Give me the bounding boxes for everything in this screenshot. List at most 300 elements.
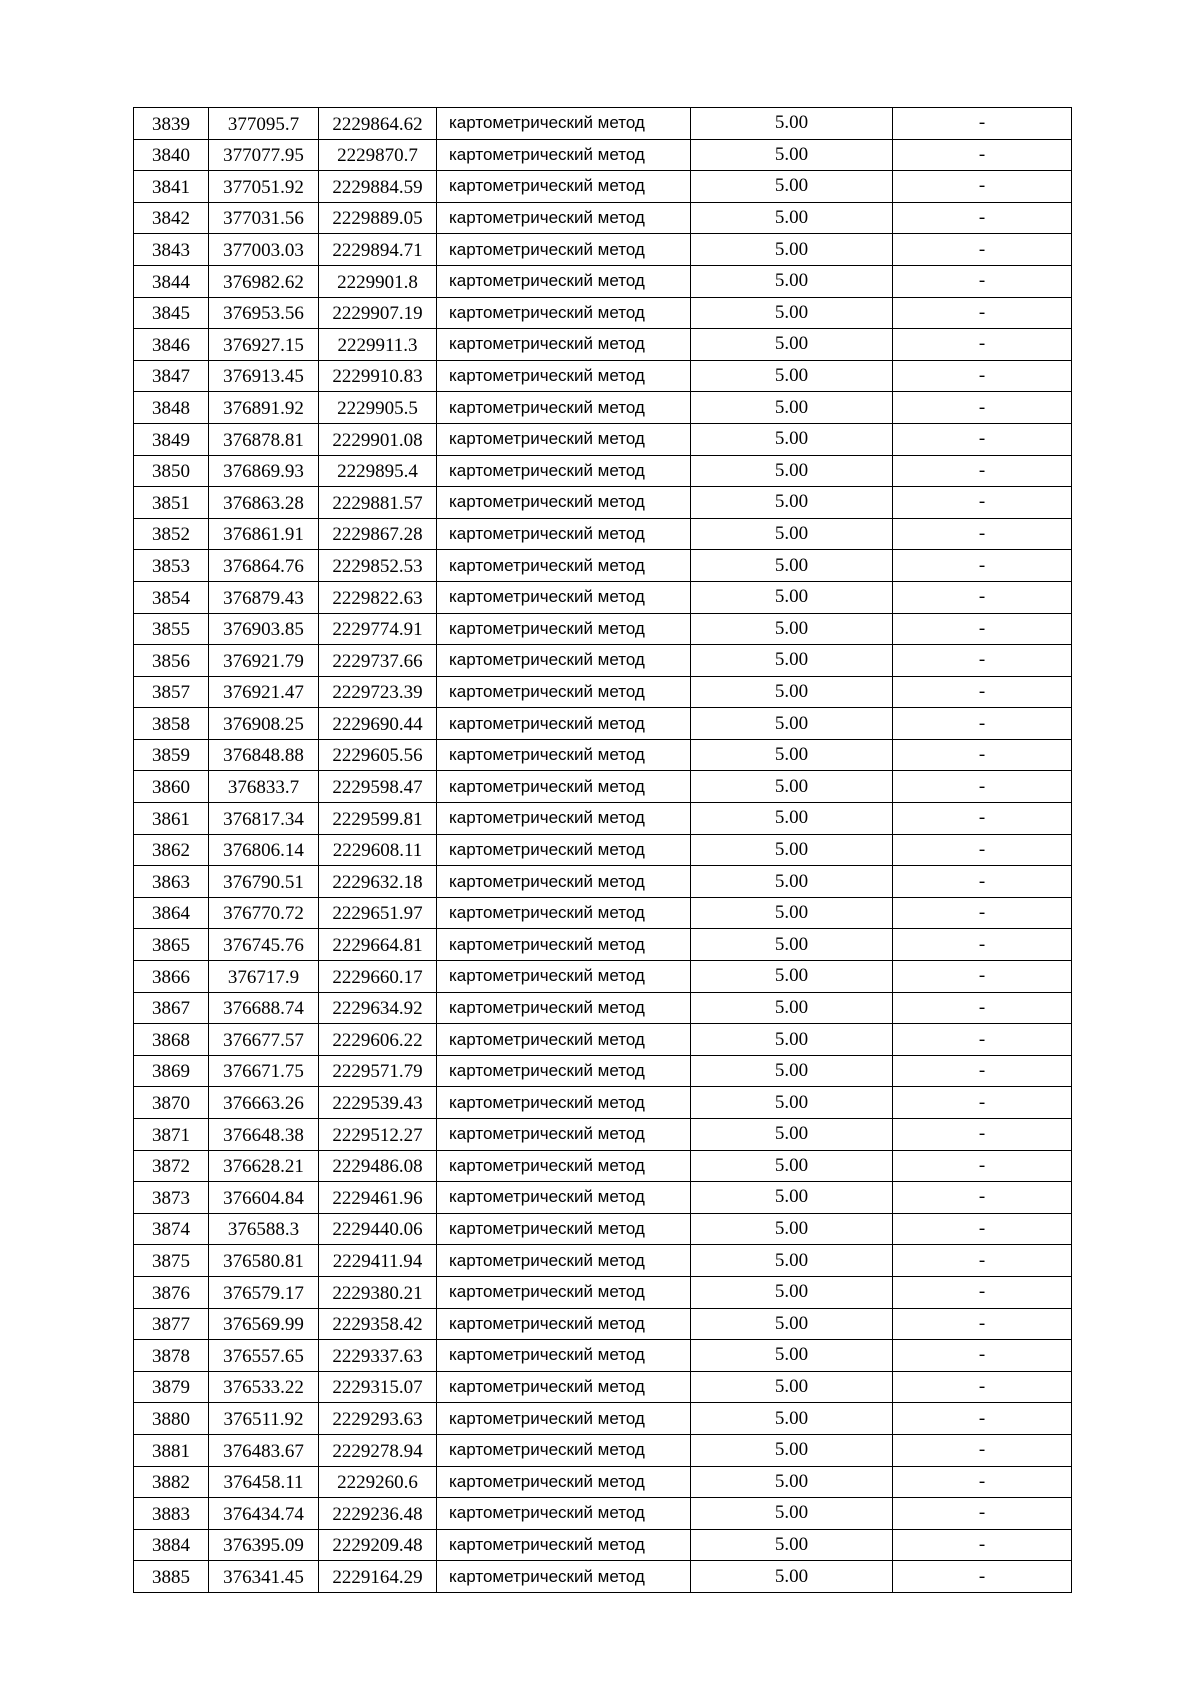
precision-cell: 5.00 xyxy=(691,739,893,771)
method-cell: картометрический метод xyxy=(437,455,691,487)
x-coordinate-cell: 376511.92 xyxy=(209,1403,319,1435)
table-row xyxy=(134,518,1072,550)
precision-cell: 5.00 xyxy=(691,1371,893,1403)
method-cell: картометрический метод xyxy=(437,897,691,929)
method-cell: картометрический метод xyxy=(437,1119,691,1151)
table-row xyxy=(134,1213,1072,1245)
table-row xyxy=(134,771,1072,803)
point-number-cell: 3883 xyxy=(134,1498,209,1530)
precision-cell: 5.00 xyxy=(691,897,893,929)
y-coordinate-cell: 2229907.19 xyxy=(319,297,437,329)
x-coordinate-cell: 376341.45 xyxy=(209,1561,319,1593)
x-coordinate-cell: 376903.85 xyxy=(209,613,319,645)
precision-cell: 5.00 xyxy=(691,1276,893,1308)
table-row xyxy=(134,1308,1072,1340)
x-coordinate-cell: 376717.9 xyxy=(209,961,319,993)
description-cell: - xyxy=(893,360,1072,392)
x-coordinate-cell: 376648.38 xyxy=(209,1119,319,1151)
x-coordinate-cell: 376770.72 xyxy=(209,897,319,929)
y-coordinate-cell: 2229901.8 xyxy=(319,265,437,297)
x-coordinate-cell: 376483.67 xyxy=(209,1434,319,1466)
table-row xyxy=(134,897,1072,929)
point-number-cell: 3848 xyxy=(134,392,209,424)
table-row xyxy=(134,139,1072,171)
point-number-cell: 3876 xyxy=(134,1276,209,1308)
point-number-cell: 3885 xyxy=(134,1561,209,1593)
y-coordinate-cell: 2229598.47 xyxy=(319,771,437,803)
point-number-cell: 3839 xyxy=(134,108,209,140)
y-coordinate-cell: 2229337.63 xyxy=(319,1340,437,1372)
x-coordinate-cell: 376982.62 xyxy=(209,265,319,297)
table-row xyxy=(134,329,1072,361)
y-coordinate-cell: 2229651.97 xyxy=(319,897,437,929)
point-number-cell: 3845 xyxy=(134,297,209,329)
method-cell: картометрический метод xyxy=(437,171,691,203)
x-coordinate-cell: 376806.14 xyxy=(209,834,319,866)
method-cell: картометрический метод xyxy=(437,1276,691,1308)
precision-cell: 5.00 xyxy=(691,1434,893,1466)
method-cell: картометрический метод xyxy=(437,1055,691,1087)
point-number-cell: 3858 xyxy=(134,708,209,740)
method-cell: картометрический метод xyxy=(437,866,691,898)
y-coordinate-cell: 2229852.53 xyxy=(319,550,437,582)
description-cell: - xyxy=(893,108,1072,140)
y-coordinate-cell: 2229260.6 xyxy=(319,1466,437,1498)
description-cell: - xyxy=(893,139,1072,171)
method-cell: картометрический метод xyxy=(437,487,691,519)
y-coordinate-cell: 2229895.4 xyxy=(319,455,437,487)
y-coordinate-cell: 2229539.43 xyxy=(319,1087,437,1119)
description-cell: - xyxy=(893,202,1072,234)
precision-cell: 5.00 xyxy=(691,1466,893,1498)
x-coordinate-cell: 376588.3 xyxy=(209,1213,319,1245)
y-coordinate-cell: 2229774.91 xyxy=(319,613,437,645)
method-cell: картометрический метод xyxy=(437,613,691,645)
table-row xyxy=(134,297,1072,329)
x-coordinate-cell: 376908.25 xyxy=(209,708,319,740)
precision-cell: 5.00 xyxy=(691,961,893,993)
point-number-cell: 3849 xyxy=(134,423,209,455)
description-cell: - xyxy=(893,581,1072,613)
x-coordinate-cell: 376863.28 xyxy=(209,487,319,519)
precision-cell: 5.00 xyxy=(691,1340,893,1372)
precision-cell: 5.00 xyxy=(691,645,893,677)
table-row xyxy=(134,866,1072,898)
y-coordinate-cell: 2229634.92 xyxy=(319,992,437,1024)
x-coordinate-cell: 376864.76 xyxy=(209,550,319,582)
precision-cell: 5.00 xyxy=(691,1403,893,1435)
y-coordinate-cell: 2229884.59 xyxy=(319,171,437,203)
description-cell: - xyxy=(893,1403,1072,1435)
point-number-cell: 3866 xyxy=(134,961,209,993)
method-cell: картометрический метод xyxy=(437,834,691,866)
table-row xyxy=(134,108,1072,140)
point-number-cell: 3851 xyxy=(134,487,209,519)
table-row xyxy=(134,550,1072,582)
point-number-cell: 3877 xyxy=(134,1308,209,1340)
description-cell: - xyxy=(893,929,1072,961)
table-row xyxy=(134,1498,1072,1530)
method-cell: картометрический метод xyxy=(437,581,691,613)
table-row xyxy=(134,961,1072,993)
table-row xyxy=(134,1055,1072,1087)
table-row xyxy=(134,645,1072,677)
description-cell: - xyxy=(893,739,1072,771)
point-number-cell: 3854 xyxy=(134,581,209,613)
precision-cell: 5.00 xyxy=(691,929,893,961)
description-cell: - xyxy=(893,423,1072,455)
method-cell: картометрический метод xyxy=(437,329,691,361)
precision-cell: 5.00 xyxy=(691,1024,893,1056)
table-row xyxy=(134,676,1072,708)
precision-cell: 5.00 xyxy=(691,676,893,708)
x-coordinate-cell: 376533.22 xyxy=(209,1371,319,1403)
point-number-cell: 3864 xyxy=(134,897,209,929)
method-cell: картометрический метод xyxy=(437,929,691,961)
coordinates-table-body xyxy=(134,108,1072,1593)
method-cell: картометрический метод xyxy=(437,392,691,424)
description-cell: - xyxy=(893,487,1072,519)
y-coordinate-cell: 2229278.94 xyxy=(319,1434,437,1466)
precision-cell: 5.00 xyxy=(691,360,893,392)
precision-cell: 5.00 xyxy=(691,455,893,487)
method-cell: картометрический метод xyxy=(437,1150,691,1182)
y-coordinate-cell: 2229236.48 xyxy=(319,1498,437,1530)
method-cell: картометрический метод xyxy=(437,1498,691,1530)
description-cell: - xyxy=(893,518,1072,550)
description-cell: - xyxy=(893,1150,1072,1182)
table-row xyxy=(134,1150,1072,1182)
table-row xyxy=(134,392,1072,424)
method-cell: картометрический метод xyxy=(437,360,691,392)
point-number-cell: 3861 xyxy=(134,803,209,835)
x-coordinate-cell: 376833.7 xyxy=(209,771,319,803)
description-cell: - xyxy=(893,1182,1072,1214)
description-cell: - xyxy=(893,897,1072,929)
point-number-cell: 3874 xyxy=(134,1213,209,1245)
table-row xyxy=(134,834,1072,866)
y-coordinate-cell: 2229870.7 xyxy=(319,139,437,171)
precision-cell: 5.00 xyxy=(691,1529,893,1561)
y-coordinate-cell: 2229608.11 xyxy=(319,834,437,866)
method-cell: картометрический метод xyxy=(437,1340,691,1372)
x-coordinate-cell: 376604.84 xyxy=(209,1182,319,1214)
table-row xyxy=(134,455,1072,487)
y-coordinate-cell: 2229605.56 xyxy=(319,739,437,771)
precision-cell: 5.00 xyxy=(691,423,893,455)
y-coordinate-cell: 2229411.94 xyxy=(319,1245,437,1277)
method-cell: картометрический метод xyxy=(437,108,691,140)
x-coordinate-cell: 376663.26 xyxy=(209,1087,319,1119)
x-coordinate-cell: 376458.11 xyxy=(209,1466,319,1498)
method-cell: картометрический метод xyxy=(437,961,691,993)
method-cell: картометрический метод xyxy=(437,202,691,234)
description-cell: - xyxy=(893,961,1072,993)
precision-cell: 5.00 xyxy=(691,171,893,203)
description-cell: - xyxy=(893,1529,1072,1561)
precision-cell: 5.00 xyxy=(691,1498,893,1530)
description-cell: - xyxy=(893,1245,1072,1277)
description-cell: - xyxy=(893,676,1072,708)
precision-cell: 5.00 xyxy=(691,234,893,266)
precision-cell: 5.00 xyxy=(691,202,893,234)
description-cell: - xyxy=(893,1561,1072,1593)
precision-cell: 5.00 xyxy=(691,329,893,361)
y-coordinate-cell: 2229889.05 xyxy=(319,202,437,234)
y-coordinate-cell: 2229822.63 xyxy=(319,581,437,613)
point-number-cell: 3850 xyxy=(134,455,209,487)
table-row xyxy=(134,234,1072,266)
table-row xyxy=(134,1403,1072,1435)
table-row xyxy=(134,1087,1072,1119)
point-number-cell: 3840 xyxy=(134,139,209,171)
description-cell: - xyxy=(893,1055,1072,1087)
table-row xyxy=(134,581,1072,613)
x-coordinate-cell: 377031.56 xyxy=(209,202,319,234)
table-row xyxy=(134,739,1072,771)
y-coordinate-cell: 2229864.62 xyxy=(319,108,437,140)
table-row xyxy=(134,1371,1072,1403)
y-coordinate-cell: 2229512.27 xyxy=(319,1119,437,1151)
x-coordinate-cell: 376395.09 xyxy=(209,1529,319,1561)
x-coordinate-cell: 376579.17 xyxy=(209,1276,319,1308)
method-cell: картометрический метод xyxy=(437,265,691,297)
x-coordinate-cell: 377095.7 xyxy=(209,108,319,140)
point-number-cell: 3872 xyxy=(134,1150,209,1182)
precision-cell: 5.00 xyxy=(691,708,893,740)
description-cell: - xyxy=(893,297,1072,329)
method-cell: картометрический метод xyxy=(437,1213,691,1245)
method-cell: картометрический метод xyxy=(437,1561,691,1593)
x-coordinate-cell: 376848.88 xyxy=(209,739,319,771)
y-coordinate-cell: 2229737.66 xyxy=(319,645,437,677)
precision-cell: 5.00 xyxy=(691,1213,893,1245)
y-coordinate-cell: 2229358.42 xyxy=(319,1308,437,1340)
y-coordinate-cell: 2229901.08 xyxy=(319,423,437,455)
table-row xyxy=(134,423,1072,455)
description-cell: - xyxy=(893,708,1072,740)
method-cell: картометрический метод xyxy=(437,1434,691,1466)
precision-cell: 5.00 xyxy=(691,139,893,171)
description-cell: - xyxy=(893,866,1072,898)
table-row xyxy=(134,1561,1072,1593)
precision-cell: 5.00 xyxy=(691,613,893,645)
x-coordinate-cell: 376921.79 xyxy=(209,645,319,677)
precision-cell: 5.00 xyxy=(691,1119,893,1151)
point-number-cell: 3878 xyxy=(134,1340,209,1372)
point-number-cell: 3881 xyxy=(134,1434,209,1466)
point-number-cell: 3841 xyxy=(134,171,209,203)
point-number-cell: 3865 xyxy=(134,929,209,961)
y-coordinate-cell: 2229867.28 xyxy=(319,518,437,550)
method-cell: картометрический метод xyxy=(437,139,691,171)
point-number-cell: 3882 xyxy=(134,1466,209,1498)
table-row xyxy=(134,487,1072,519)
y-coordinate-cell: 2229315.07 xyxy=(319,1371,437,1403)
point-number-cell: 3853 xyxy=(134,550,209,582)
point-number-cell: 3880 xyxy=(134,1403,209,1435)
x-coordinate-cell: 376671.75 xyxy=(209,1055,319,1087)
table-row xyxy=(134,1119,1072,1151)
description-cell: - xyxy=(893,329,1072,361)
point-number-cell: 3873 xyxy=(134,1182,209,1214)
table-row xyxy=(134,1529,1072,1561)
y-coordinate-cell: 2229660.17 xyxy=(319,961,437,993)
method-cell: картометрический метод xyxy=(437,708,691,740)
x-coordinate-cell: 376921.47 xyxy=(209,676,319,708)
x-coordinate-cell: 376861.91 xyxy=(209,518,319,550)
method-cell: картометрический метод xyxy=(437,1529,691,1561)
point-number-cell: 3868 xyxy=(134,1024,209,1056)
table-row xyxy=(134,1182,1072,1214)
x-coordinate-cell: 376817.34 xyxy=(209,803,319,835)
y-coordinate-cell: 2229690.44 xyxy=(319,708,437,740)
description-cell: - xyxy=(893,1119,1072,1151)
y-coordinate-cell: 2229571.79 xyxy=(319,1055,437,1087)
y-coordinate-cell: 2229164.29 xyxy=(319,1561,437,1593)
point-number-cell: 3860 xyxy=(134,771,209,803)
x-coordinate-cell: 377003.03 xyxy=(209,234,319,266)
y-coordinate-cell: 2229911.3 xyxy=(319,329,437,361)
table-row xyxy=(134,708,1072,740)
x-coordinate-cell: 377077.95 xyxy=(209,139,319,171)
method-cell: картометрический метод xyxy=(437,423,691,455)
y-coordinate-cell: 2229293.63 xyxy=(319,1403,437,1435)
x-coordinate-cell: 377051.92 xyxy=(209,171,319,203)
description-cell: - xyxy=(893,771,1072,803)
table-row xyxy=(134,1024,1072,1056)
point-number-cell: 3855 xyxy=(134,613,209,645)
table-row xyxy=(134,929,1072,961)
method-cell: картометрический метод xyxy=(437,297,691,329)
description-cell: - xyxy=(893,803,1072,835)
x-coordinate-cell: 376569.99 xyxy=(209,1308,319,1340)
precision-cell: 5.00 xyxy=(691,1182,893,1214)
precision-cell: 5.00 xyxy=(691,834,893,866)
point-number-cell: 3852 xyxy=(134,518,209,550)
description-cell: - xyxy=(893,1276,1072,1308)
point-number-cell: 3842 xyxy=(134,202,209,234)
precision-cell: 5.00 xyxy=(691,1150,893,1182)
point-number-cell: 3859 xyxy=(134,739,209,771)
description-cell: - xyxy=(893,1308,1072,1340)
x-coordinate-cell: 376878.81 xyxy=(209,423,319,455)
precision-cell: 5.00 xyxy=(691,581,893,613)
point-number-cell: 3847 xyxy=(134,360,209,392)
method-cell: картометрический метод xyxy=(437,518,691,550)
method-cell: картометрический метод xyxy=(437,1245,691,1277)
x-coordinate-cell: 376879.43 xyxy=(209,581,319,613)
x-coordinate-cell: 376677.57 xyxy=(209,1024,319,1056)
method-cell: картометрический метод xyxy=(437,992,691,1024)
method-cell: картометрический метод xyxy=(437,739,691,771)
method-cell: картометрический метод xyxy=(437,1087,691,1119)
table-row xyxy=(134,803,1072,835)
point-number-cell: 3846 xyxy=(134,329,209,361)
point-number-cell: 3879 xyxy=(134,1371,209,1403)
description-cell: - xyxy=(893,265,1072,297)
x-coordinate-cell: 376628.21 xyxy=(209,1150,319,1182)
point-number-cell: 3857 xyxy=(134,676,209,708)
description-cell: - xyxy=(893,1498,1072,1530)
precision-cell: 5.00 xyxy=(691,108,893,140)
precision-cell: 5.00 xyxy=(691,771,893,803)
precision-cell: 5.00 xyxy=(691,1245,893,1277)
x-coordinate-cell: 376557.65 xyxy=(209,1340,319,1372)
y-coordinate-cell: 2229380.21 xyxy=(319,1276,437,1308)
y-coordinate-cell: 2229894.71 xyxy=(319,234,437,266)
table-row xyxy=(134,360,1072,392)
description-cell: - xyxy=(893,234,1072,266)
table-row xyxy=(134,1276,1072,1308)
x-coordinate-cell: 376745.76 xyxy=(209,929,319,961)
table-row xyxy=(134,992,1072,1024)
method-cell: картометрический метод xyxy=(437,1403,691,1435)
point-number-cell: 3844 xyxy=(134,265,209,297)
point-number-cell: 3856 xyxy=(134,645,209,677)
method-cell: картометрический метод xyxy=(437,1308,691,1340)
y-coordinate-cell: 2229881.57 xyxy=(319,487,437,519)
y-coordinate-cell: 2229905.5 xyxy=(319,392,437,424)
x-coordinate-cell: 376927.15 xyxy=(209,329,319,361)
method-cell: картометрический метод xyxy=(437,1024,691,1056)
description-cell: - xyxy=(893,834,1072,866)
description-cell: - xyxy=(893,1024,1072,1056)
x-coordinate-cell: 376688.74 xyxy=(209,992,319,1024)
description-cell: - xyxy=(893,1466,1072,1498)
precision-cell: 5.00 xyxy=(691,1055,893,1087)
description-cell: - xyxy=(893,171,1072,203)
y-coordinate-cell: 2229632.18 xyxy=(319,866,437,898)
coordinates-table xyxy=(133,107,1072,1593)
table-row xyxy=(134,171,1072,203)
description-cell: - xyxy=(893,1213,1072,1245)
precision-cell: 5.00 xyxy=(691,1308,893,1340)
y-coordinate-cell: 2229723.39 xyxy=(319,676,437,708)
precision-cell: 5.00 xyxy=(691,550,893,582)
method-cell: картометрический метод xyxy=(437,771,691,803)
description-cell: - xyxy=(893,613,1072,645)
y-coordinate-cell: 2229486.08 xyxy=(319,1150,437,1182)
table-row xyxy=(134,1466,1072,1498)
y-coordinate-cell: 2229664.81 xyxy=(319,929,437,961)
point-number-cell: 3871 xyxy=(134,1119,209,1151)
description-cell: - xyxy=(893,645,1072,677)
x-coordinate-cell: 376790.51 xyxy=(209,866,319,898)
y-coordinate-cell: 2229461.96 xyxy=(319,1182,437,1214)
point-number-cell: 3870 xyxy=(134,1087,209,1119)
table-row xyxy=(134,613,1072,645)
precision-cell: 5.00 xyxy=(691,803,893,835)
table-row xyxy=(134,1245,1072,1277)
description-cell: - xyxy=(893,1434,1072,1466)
point-number-cell: 3875 xyxy=(134,1245,209,1277)
y-coordinate-cell: 2229440.06 xyxy=(319,1213,437,1245)
precision-cell: 5.00 xyxy=(691,487,893,519)
x-coordinate-cell: 376434.74 xyxy=(209,1498,319,1530)
point-number-cell: 3884 xyxy=(134,1529,209,1561)
description-cell: - xyxy=(893,992,1072,1024)
point-number-cell: 3862 xyxy=(134,834,209,866)
method-cell: картометрический метод xyxy=(437,803,691,835)
precision-cell: 5.00 xyxy=(691,1561,893,1593)
precision-cell: 5.00 xyxy=(691,866,893,898)
description-cell: - xyxy=(893,455,1072,487)
point-number-cell: 3863 xyxy=(134,866,209,898)
table-row xyxy=(134,265,1072,297)
method-cell: картометрический метод xyxy=(437,234,691,266)
table-row xyxy=(134,1340,1072,1372)
